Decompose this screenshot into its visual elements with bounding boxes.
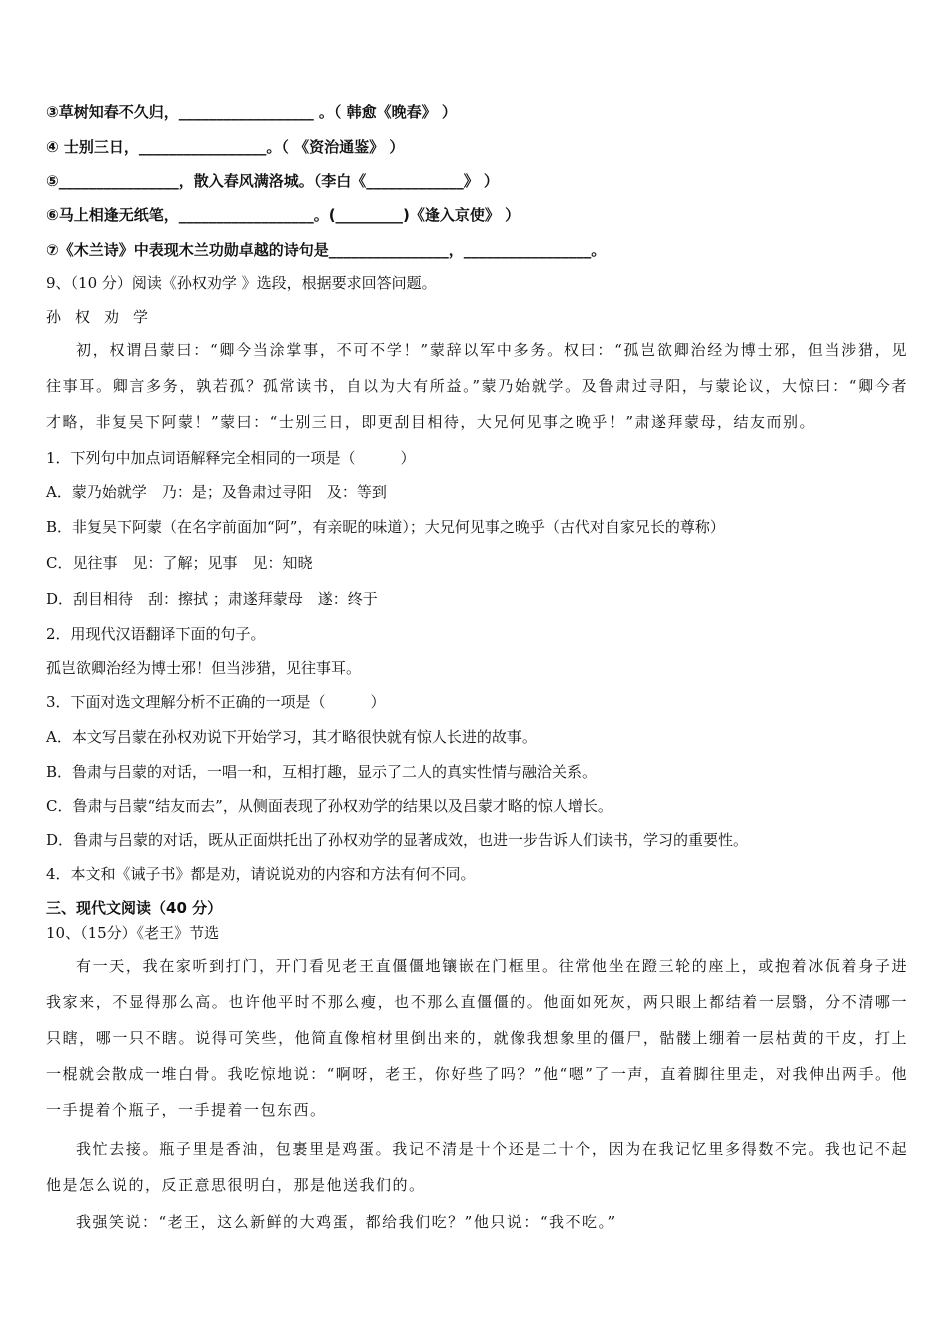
fill-blank-4: ④ 士别三日，_________________。（ 《资治通鉴》 ） <box>46 138 405 156</box>
passage-title: 孙权劝学 <box>46 308 163 326</box>
question-10-header: 10、（15分）《老王》节选 <box>46 924 220 942</box>
section-3-heading: 三、现代文阅读（40 分） <box>46 899 223 917</box>
laowang-paragraph-3: 我强笑说：“老王，这么新鲜的大鸡蛋，都给我们吃？”他只说：“我不吃。” <box>76 1213 617 1231</box>
q9-sub-3: 3．下面对选文理解分析不正确的一项是（ ） <box>46 693 386 711</box>
q9-analysis-d: D．鲁肃与吕蒙的对话，既从正面烘托出了孙权劝学的显著成效，也进一步告诉人们读书，学习的重要性。 <box>46 831 749 849</box>
q9-option-c: C．见往事 见：了解；见事 见：知晓 <box>46 554 313 572</box>
q9-analysis-b: B．鲁肃与吕蒙的对话，一唱一和，互相打趣，显示了二人的真实性情与融洽关系。 <box>46 763 598 781</box>
q9-sub-1: 1．下列句中加点词语解释完全相同的一项是（ ） <box>46 449 416 467</box>
passage-text: 初，权谓吕蒙曰：“卿今当涂掌事，不可不学！”蒙辞以军中多务。权曰：“孤岂欲卿治经为博士邪，但当涉猎，见往事耳。卿言多务，孰若孤？孤常读书，自以为大有所益。”蒙乃始就学。及鲁肃过寻阳，与蒙论议，大惊曰：“卿今者才略，非复吴下阿蒙！”蒙曰：“士别三日，即更刮目相待，大兄何见事之晚乎！”肃遂拜蒙母，结友而别。 <box>46 341 908 431</box>
fill-blank-6: ⑥马上相逢无纸笔，__________________。(_________)《逢入京使》 ） <box>46 206 521 224</box>
q9-option-a: A．蒙乃始就学 乃：是；及鲁肃过寻阳 及：等到 <box>46 483 387 501</box>
q9-translate-sentence: 孤岂欲卿治经为博士邪！但当涉猎，见往事耳。 <box>46 659 362 677</box>
question-9-header: 9、（10 分）阅读《孙权劝学 》选段，根据要求回答问题。 <box>46 274 437 292</box>
fill-blank-3: ③草树知春不久归，__________________ 。（ 韩愈《晚春》 ） <box>46 103 457 121</box>
q9-sub-2: 2．用现代汉语翻译下面的句子。 <box>46 625 266 643</box>
q9-sub-4: 4．本文和《诫子书》都是劝，请说说劝的内容和方法有何不同。 <box>46 865 476 883</box>
laowang-paragraph-1: 有一天，我在家听到打门，开门看见老王直僵僵地镶嵌在门框里。往常他坐在蹬三轮的座上，或抱着冰佤着身子进我家来，不显得那么高。也许他平时不那么瘦，也不那么直僵僵的。他面如死灰，两只眼上都结着一层翳，分不清哪一只瞎，哪一只不瞎。说得可笑些，他简直像棺材里倒出来的，就像我想象里的僵尸，骷髅上绷着一层枯黄的干皮，打上一棍就会散成一堆白骨。我吃惊地说：“啊呀，老王，你好些了吗？”他“嗯”了一声，直着脚往里走，对我伸出两手。他一手提着个瓶子，一手提着一包东西。 <box>46 957 908 1119</box>
q9-analysis-a: A．本文写吕蒙在孙权劝说下开始学习，其才略很快就有惊人长进的故事。 <box>46 728 537 746</box>
q9-option-d: D．刮目相待 刮：擦拭 ；肃遂拜蒙母 遂：终于 <box>46 590 378 608</box>
fill-blank-5: ⑤________________，散入春风满洛城。（李白《_____________》 ） <box>46 172 499 190</box>
q9-option-b: B．非复吴下阿蒙（在名字前面加“阿”，有亲昵的味道）；大兄何见事之晚乎（古代对自家兄长的尊称） <box>46 518 725 536</box>
q9-analysis-c: C．鲁肃与吕蒙“结友而去”，从侧面表现了孙权劝学的结果以及吕蒙才略的惊人增长。 <box>46 797 613 815</box>
fill-blank-7: ⑦《木兰诗》中表现木兰功勋卓越的诗句是________________，_________________。 <box>46 241 607 259</box>
laowang-paragraph-2: 我忙去接。瓶子里是香油，包裹里是鸡蛋。我记不清是十个还是二十个，因为在我记忆里多得数不完。我也记不起他是怎么说的，反正意思很明白，那是他送我们的。 <box>46 1140 908 1194</box>
